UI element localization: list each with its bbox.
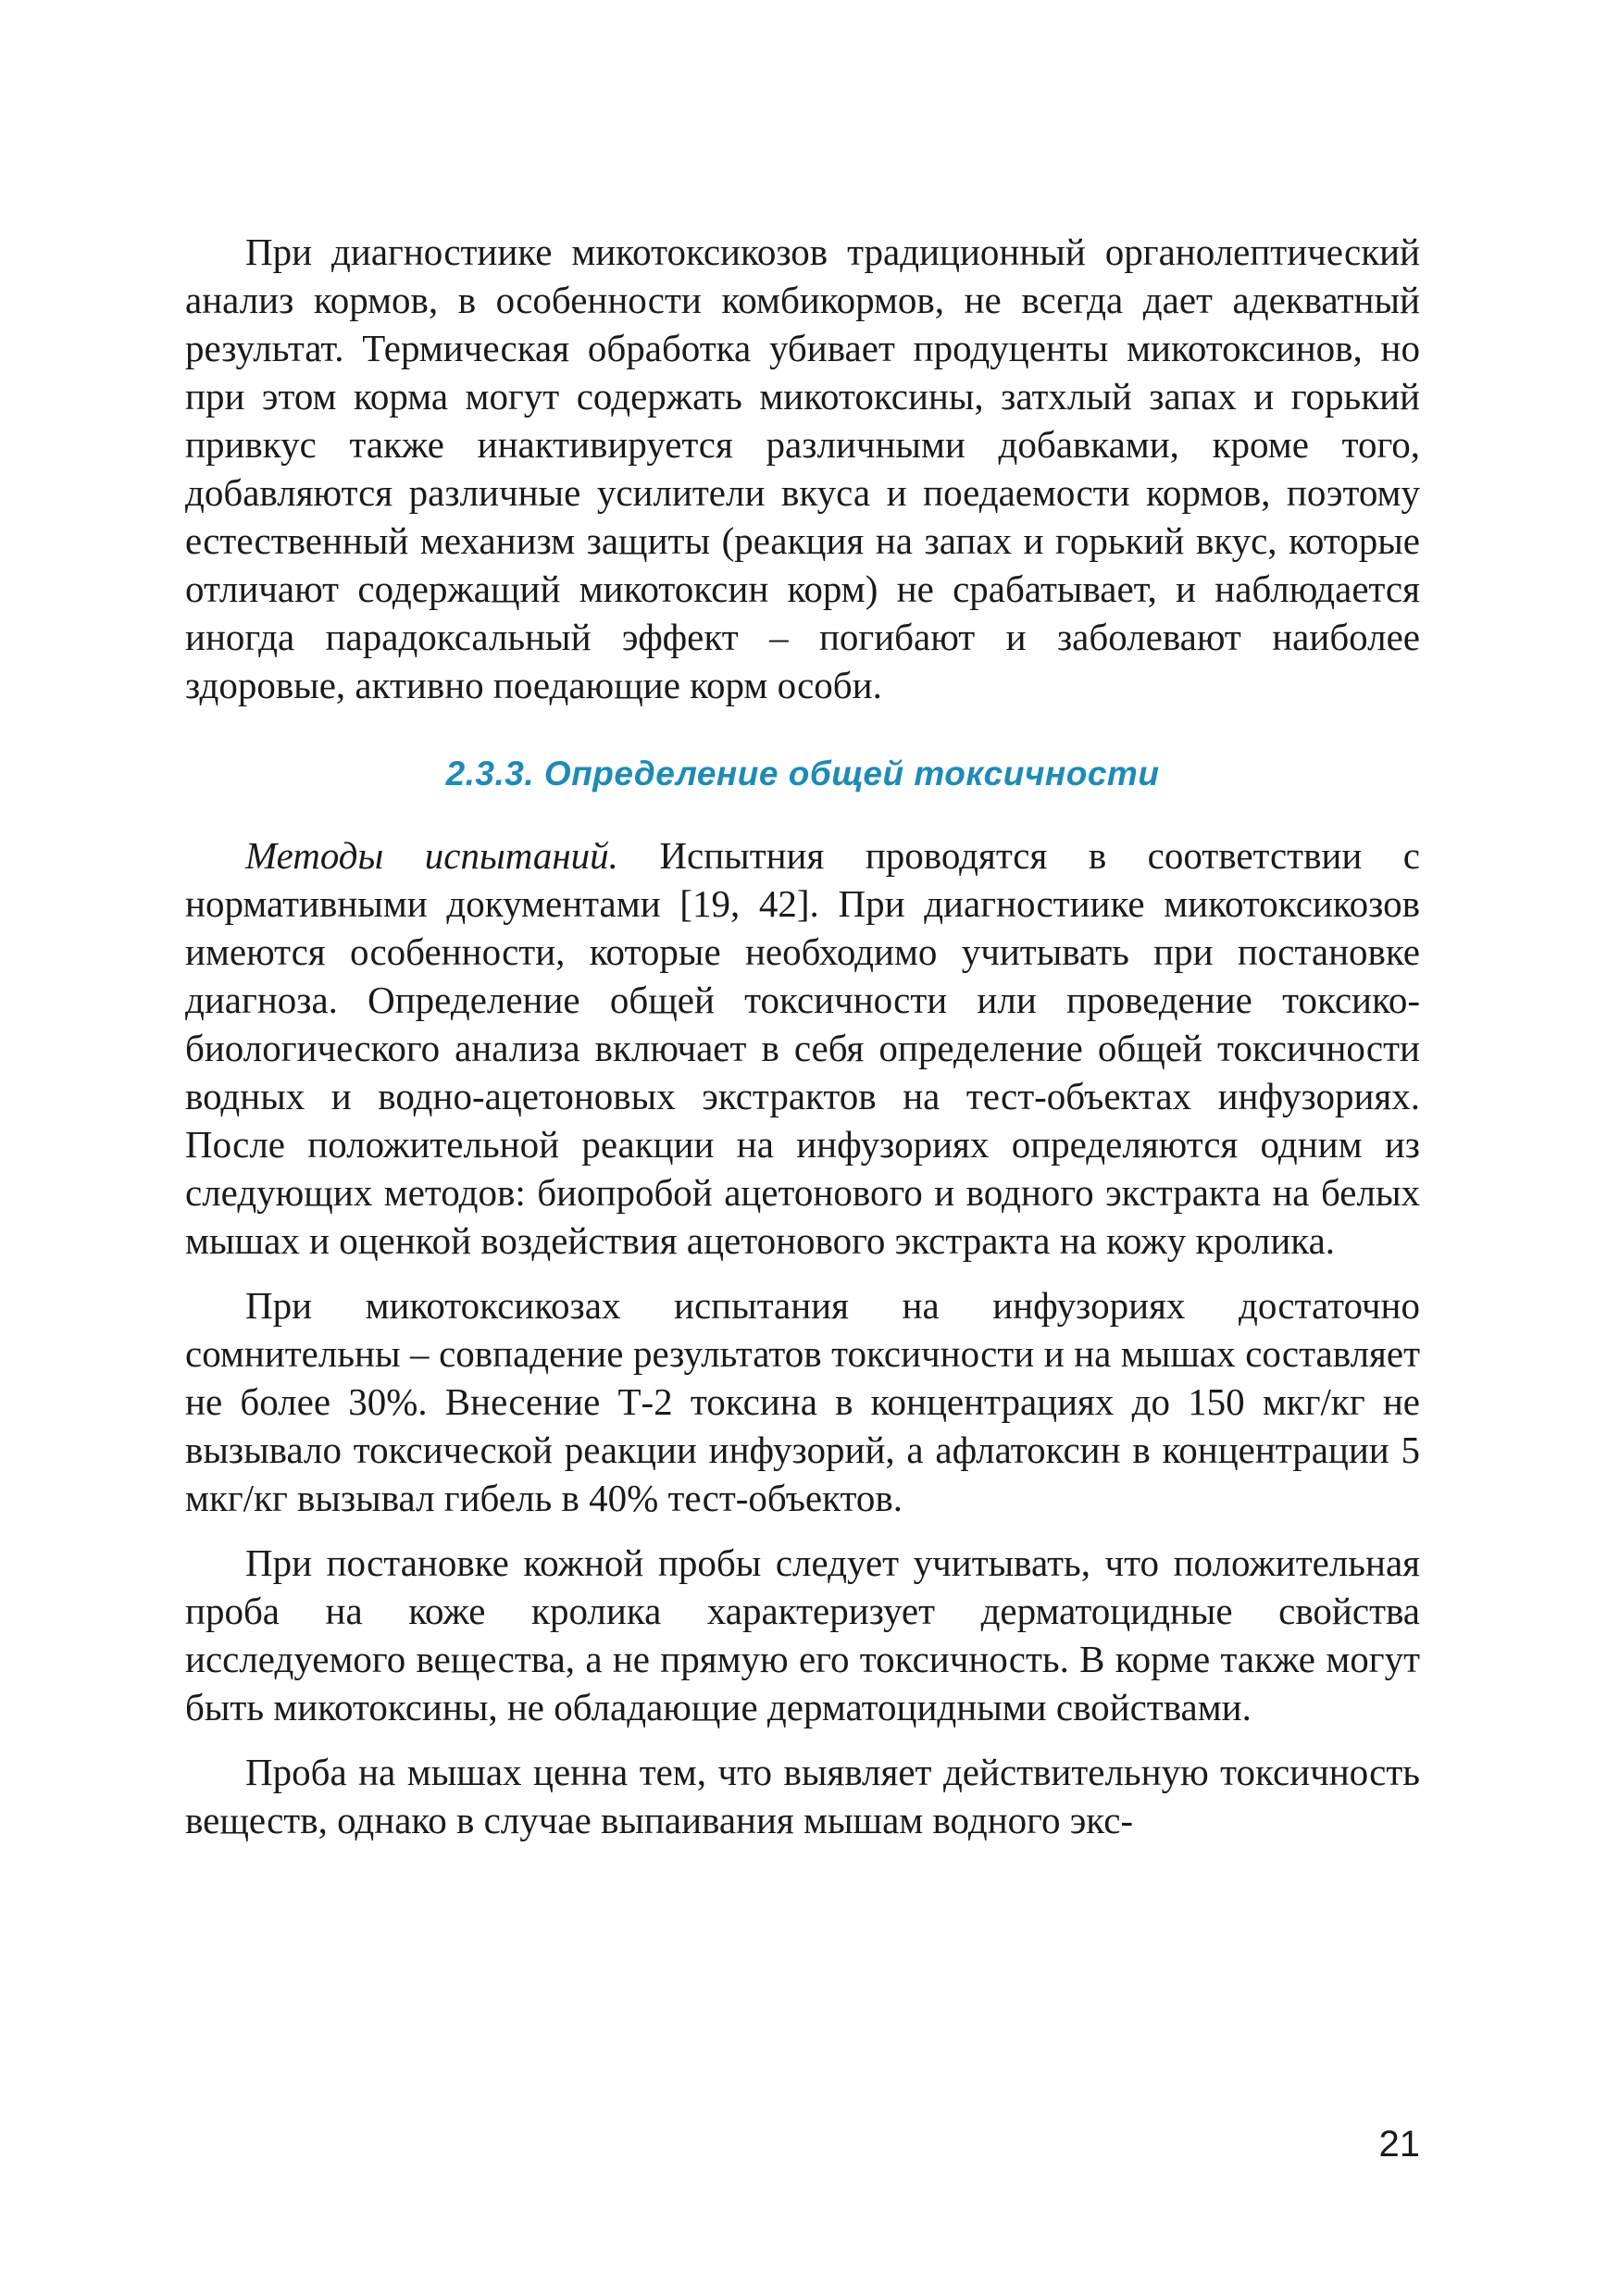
methods-paragraph <box>185 831 1420 1265</box>
intro-paragraph: При диагностиике микотоксикозов традиционный органолептический анализ кормов, в особенности комбикормов, не всегда дает адекватный результат. Термическая обработка убивает продуценты микотоксинов, но при этом корма могут содержать микотоксины, затхлый запах и горький привкус также инактивируется различными добавками, кроме того, добавляются различные усилители вкуса и поедаемости кормов, поэтому естественный механизм защиты (реакция на запах и горький вкус, которые отличают содержащий микотоксин корм) не срабатывает, и наблюдается иногда парадоксальный эффект – погибают и заболевают наиболее здоровые, активно поедающие корм особи. <box>185 231 1420 706</box>
mouse-test-paragraph: Проба на мышах ценна тем, что выявляет действительную токсичность веществ, однако в случае выпаивания мышам водного экс- <box>185 1751 1420 1841</box>
page-content <box>185 228 1420 1844</box>
infusoria-paragraph: При микотоксикозах испытания на инфузориях достаточно сомнительны – совпадение результатов токсичности и на мышах составляет не более 30%. Внесение Т-2 токсина в концентрациях до 150 мкг/кг не вызывало токсической реакции инфузорий, а афлатоксин в концентрации 5 мкг/кг вызывал гибель в 40% тест-объектов. <box>185 1284 1420 1519</box>
section-heading: 2.3.3. Определение общей токсичности <box>445 755 1160 792</box>
methods-text: Испытния проводятся в соответствии с нормативными документами [19, 42]. При диагностиике микотоксикозов имеются особенности, которые необходимо учитывать при постановке диагноза. Определение общей токсичности или проведение токсико-биологического анализа включает в себя определение общей токсичности водных и водно-ацетоновых экстрактов на тест-объектах инфузориях. После положительной реакции на инфузориях определяются одним из следующих методов: биопробой ацетонового и водного экстракта на белых мышах и оценкой воздействия ацетонового экстракта на кожу кролика. <box>185 834 1420 1262</box>
skin-test-paragraph: При постановке кожной пробы следует учитывать, что положительная проба на коже кролика характеризует дерматоцидные свойства исследуемого вещества, а не прямую его токсичность. В корме также могут быть микотоксины, не обладающие дерматоцидными свойствами. <box>185 1541 1420 1728</box>
page-number: 21 <box>1378 2124 1420 2165</box>
methods-lead: Методы испытаний. <box>245 834 618 877</box>
